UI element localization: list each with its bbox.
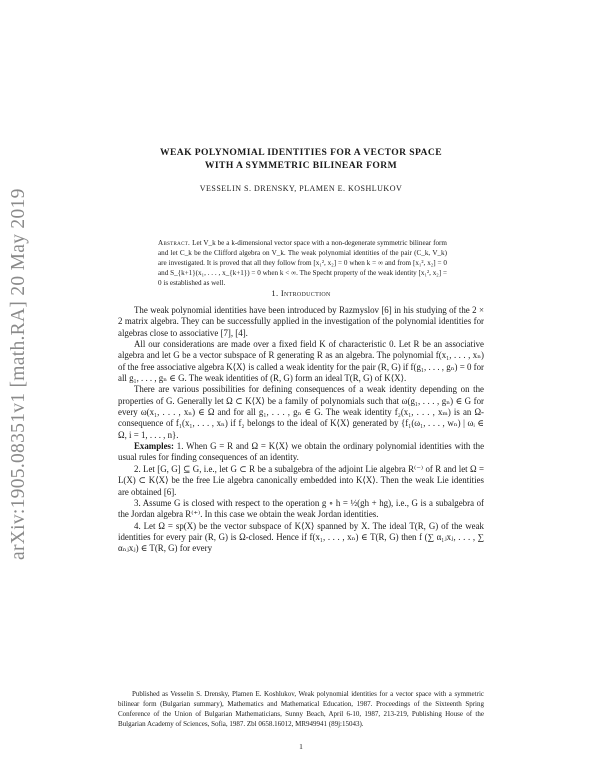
section-title: 1. Introduction — [271, 288, 331, 298]
page-number: 1 — [299, 742, 303, 751]
paragraph-5: 2. Let [G, G] ⊆ G, i.e., let G ⊂ R be a subalgebra of the adjoint Lie algebra R⁽⁻⁾ of R and let Ω = L(X) ⊂ K⟨X⟩ be the free Lie algebra canonically embedded into K⟨X⟩. Then the weak Lie identities are obtained [6]. — [118, 463, 484, 497]
footnote-rule — [118, 687, 484, 688]
abstract — [158, 239, 447, 289]
paper-title — [118, 147, 484, 172]
example-1-text: 1. When G = R and Ω = K⟨X⟩ we obtain the ordinary polynomial identities with the usual rules for finding consequences of an identity. — [118, 441, 485, 463]
abstract-label: Abstract. — [158, 239, 191, 247]
examples-label: Examples: — [134, 441, 174, 452]
abstract-text: Let V_k be a k-dimensional vector space with a non-degenerate symmetric bilinear form and let C_k be the Clifford algebra on V_k. The weak polynomial identities of the pair (C_k, V_k) are investigated. It is proved that all they follow from [x₁², x₂] = 0 when k = ∞ and from [x₁², x₂] = 0 and S_{k+1}(x₁, . . . , x_{k+1}) = 0 when k < ∞. The Specht property of the weak identity [x₁², x₂] = 0 is established as well. — [158, 239, 447, 287]
authors: VESSELIN S. DRENSKY, PLAMEN E. KOSHLUKOV — [199, 184, 403, 193]
body-text — [118, 305, 484, 555]
footnote: Published as Vesselin S. Drensky, Plamen E. Koshlukov, Weak polynomial identities for a vector space with a symmetric bilinear form (Bulgarian summary), Mathematics and Mathematical Education, 1987. Proceedings of the Sixteenth Spring Conference of the Union of Bulgarian Mathematicians, Sunny Beach, April 6-10, 1987, 213-219, Publishing House of the Bulgarian Academy of Sciences, Sofia, 1987. Zbl 0658.16012, MR949941 (89j:15043). — [118, 690, 484, 728]
arxiv-side-stamp: arXiv:1905.08351v1 [math.RA] 20 May 2019 — [8, 188, 29, 560]
title-line-2: WITH A SYMMETRIC BILINEAR FORM — [204, 159, 398, 171]
paragraph-6: 3. Assume G is closed with respect to the operation g ∘ h = ½(gh + hg), i.e., G is a subalgebra of the Jordan algebra R⁽⁺⁾. In this case we obtain the weak Jordan identities. — [118, 497, 484, 520]
paragraph-4 — [118, 441, 484, 464]
paragraph-7: 4. Let Ω = sp(X) be the vector subspace of K⟨X⟩ spanned by X. The ideal T(R, G) of the weak identities for every pair (R, G) is Ω-closed. Hence if f(x₁, . . . , xₙ) ∈ T(R, G) then f (∑ α₁ⱼxⱼ, . . . , ∑ αₙⱼxⱼ) ∈ T(R, G) for every — [118, 520, 484, 554]
paragraph-1: The weak polynomial identities have been introduced by Razmyslov [6] in his studying of the 2 × 2 matrix algebra. They can be successfully applied in the investigation of the polynomial identities for algebras close to associative [7], [4]. — [118, 305, 484, 338]
paragraph-3: There are various possibilities for defining consequences of a weak identity depending on the properties of G. Generally let Ω ⊂ K⟨X⟩ be a family of polynomials such that ω(g₁, . . . , gₙ) ∈ G for every ω(x₁, . . . , xₙ) ∈ Ω and for all g₁, . . . , gₙ ∈ G. The weak identity f₂(x₁, . . . , xₘ) is an Ω-consequence of f₁(x₁, . . . , xₙ) if f₂ belongs to the ideal of K⟨X⟩ generated by {f₁(ω₁, . . . , wₙ) | ωᵢ ∈ Ω, i = 1, . . . , n}. — [118, 384, 484, 440]
title-line-1: WEAK POLYNOMIAL IDENTITIES FOR A VECTOR SPACE — [159, 147, 443, 158]
paragraph-2: All our considerations are made over a fixed field K of characteristic 0. Let R be an associative algebra and let G be a vector subspace of R generating R as an algebra. The polynomial f(x₁, . . . , xₙ) of the free associative algebra K⟨X⟩ is called a weak identity for the pair (R, G) if f(g₁, . . . , gₙ) = 0 for all g₁, . . . , gₙ ∈ G. The weak identities of (R, G) form an ideal T(R, G) of K⟨X⟩. — [118, 339, 484, 384]
